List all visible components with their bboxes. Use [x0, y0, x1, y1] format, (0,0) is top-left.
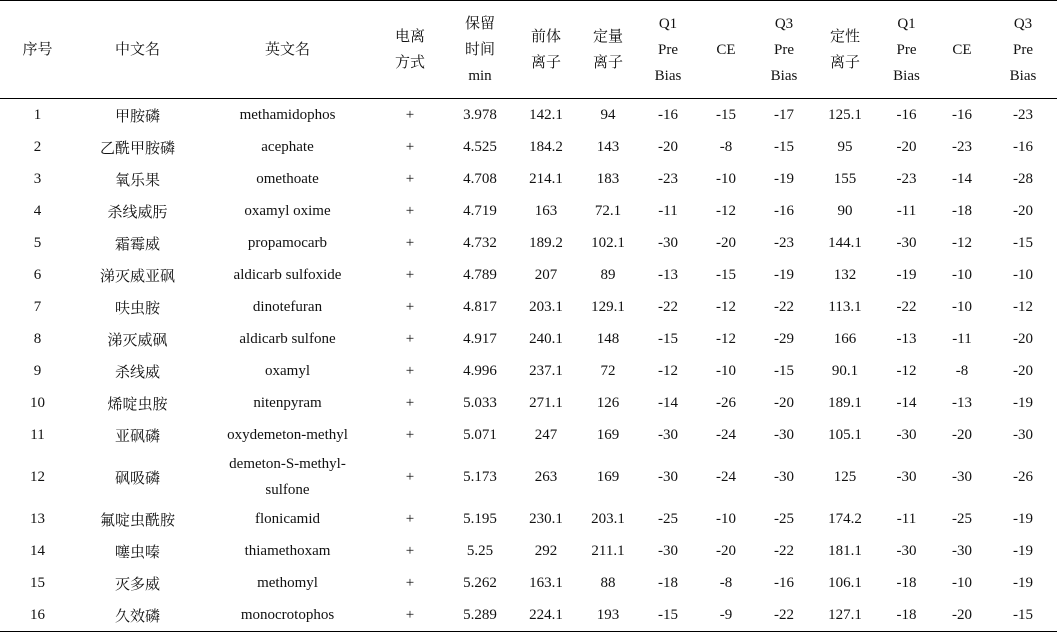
col-chinese-name-cell: 甲胺磷 — [114, 108, 160, 125]
col-english-name-cell: dinotefuran — [252, 298, 323, 315]
col-qual-ion-header — [813, 1, 877, 99]
col-quant-ion-cell: 143 — [596, 138, 620, 155]
col-quant-q1-pre-bias-cell: -12 — [658, 362, 678, 379]
col-qual-q1-pre-bias-cell: -19 — [896, 266, 917, 283]
col-qual-ion-cell: 132 — [833, 266, 857, 283]
col-qual-ce-cell: -23 — [952, 138, 972, 155]
col-qual-ion-cell: 155 — [833, 170, 857, 187]
col-qual-q1-pre-bias-cell: -30 — [896, 426, 917, 443]
col-english-name-cell: flonicamid — [255, 510, 320, 527]
col-quant-ion-cell: 72.1 — [594, 202, 622, 219]
col-qual-q3-pre-bias-cell: -12 — [1013, 298, 1033, 315]
col-quant-q1-pre-bias-cell: -23 — [658, 170, 678, 187]
col-quant-ion-cell: 129.1 — [591, 298, 625, 315]
col-index-cell: 3 — [33, 170, 42, 187]
col-chinese-name-cell: 杀线威肟 — [107, 204, 168, 221]
col-index-cell: 10 — [30, 394, 45, 411]
col-qual-q1-pre-bias-cell: -11 — [896, 510, 917, 527]
col-quant-q3-pre-bias-cell: -17 — [774, 106, 794, 123]
col-qual-q1-pre-bias-cell: -20 — [896, 138, 917, 155]
col-quant-ion-cell: 183 — [596, 170, 620, 187]
col-qual-q3-pre-bias-cell: -20 — [1013, 330, 1033, 347]
col-index-cell: 15 — [30, 574, 45, 591]
col-english-name-cell: monocrotophos — [200, 599, 375, 632]
col-qual-ce-header — [936, 1, 988, 99]
col-retention-time-cell: 4.525 — [463, 138, 497, 155]
col-quant-q1-pre-bias-cell: -30 — [658, 468, 678, 485]
col-ionization-mode-cell: + — [375, 599, 445, 632]
col-precursor-ion-cell: 163 — [534, 202, 558, 219]
table-row — [0, 419, 1057, 451]
table-row — [0, 291, 1057, 323]
col-qual-ce-cell: -13 — [952, 394, 972, 411]
col-chinese-name-cell: 杀线威 — [114, 364, 160, 381]
col-ionization-mode-cell: + — [405, 574, 415, 591]
col-quant-ce-cell: -10 — [716, 510, 736, 527]
col-ionization-mode-cell: + — [405, 266, 415, 283]
col-qual-q1-pre-bias-cell: -13 — [896, 330, 917, 347]
col-chinese-name-cell: 久效磷 — [75, 599, 200, 632]
col-qual-q1-pre-bias-cell: -14 — [896, 394, 917, 411]
header-line: 前体 — [530, 28, 561, 45]
col-retention-time-cell: 4.817 — [463, 298, 497, 315]
col-ionization-mode-cell: + — [405, 298, 415, 315]
col-qual-q3-pre-bias-cell: -30 — [1013, 426, 1033, 443]
header-line: Pre — [658, 41, 678, 58]
col-qual-ion-cell: 174.2 — [828, 510, 862, 527]
header-line: 英文名 — [264, 41, 310, 58]
col-qual-q1-pre-bias-cell: -23 — [896, 170, 917, 187]
col-qual-q1-pre-bias-cell: -30 — [896, 468, 917, 485]
col-qual-q3-pre-bias-cell: -28 — [1013, 170, 1033, 187]
col-quant-q1-pre-bias-cell: -22 — [658, 298, 678, 315]
table-row — [0, 599, 1057, 632]
col-qual-q3-pre-bias-cell: -20 — [1013, 362, 1033, 379]
col-index-cell: 7 — [33, 298, 42, 315]
col-ionization-mode-cell: + — [405, 362, 415, 379]
col-qual-ce-cell: -11 — [952, 330, 972, 347]
col-qual-ce-cell: -25 — [952, 510, 972, 527]
col-retention-time-cell: 4.917 — [463, 330, 497, 347]
col-quant-q3-pre-bias-cell: -16 — [774, 574, 794, 591]
col-english-name-cell: oxydemeton-methyl — [227, 426, 348, 443]
col-precursor-ion-cell: 263 — [534, 468, 558, 485]
col-retention-time-cell: 5.289 — [445, 599, 515, 632]
col-retention-time-cell: 4.996 — [463, 362, 497, 379]
header-line: Q1 — [897, 15, 916, 32]
col-qual-q3-pre-bias-cell: -15 — [1013, 234, 1033, 251]
table-row — [0, 323, 1057, 355]
col-retention-time-cell: 3.978 — [463, 106, 497, 123]
col-qual-ion-cell: 105.1 — [828, 426, 862, 443]
col-precursor-ion-header — [515, 1, 577, 99]
col-qual-ce-cell: -20 — [936, 599, 988, 632]
col-quant-ce-cell: -24 — [716, 468, 736, 485]
header-line: 定量 — [592, 28, 623, 45]
col-precursor-ion-cell: 189.2 — [529, 234, 563, 251]
header-line: Bias — [893, 67, 920, 84]
table-row — [0, 131, 1057, 163]
col-quant-ce-cell: -12 — [716, 202, 736, 219]
header-line: 保留 — [464, 15, 495, 32]
col-chinese-name-cell: 氧乐果 — [114, 172, 160, 189]
col-qual-ion-cell: 95 — [837, 138, 853, 155]
col-quant-ion-cell: 203.1 — [591, 510, 625, 527]
col-qual-q1-pre-bias-cell: -18 — [877, 599, 936, 632]
col-english-name-cell: aldicarb sulfone — [239, 330, 336, 347]
header-line: 离子 — [592, 54, 623, 71]
col-qual-ion-cell: 90 — [837, 202, 853, 219]
col-quant-q1-pre-bias-cell: -16 — [658, 106, 678, 123]
col-english-name-cell: oxamyl — [265, 362, 310, 379]
col-index-cell: 1 — [33, 106, 42, 123]
col-qual-ce-cell: -10 — [952, 266, 972, 283]
col-quant-ce-cell: -20 — [716, 234, 736, 251]
header-line: min — [468, 67, 492, 84]
col-qual-ce-cell: -8 — [955, 362, 969, 379]
col-english-name-cell: demeton-S-methyl- sulfone — [229, 456, 346, 498]
col-qual-q3-pre-bias-cell: -10 — [1013, 266, 1033, 283]
col-qual-ce-cell: -18 — [952, 202, 972, 219]
col-retention-time-cell: 5.195 — [463, 510, 497, 527]
col-quant-q3-pre-bias-cell: -30 — [774, 468, 794, 485]
header-row — [0, 1, 1057, 99]
col-quant-ion-cell: 102.1 — [591, 234, 625, 251]
col-qual-q3-pre-bias-cell: -15 — [988, 599, 1057, 632]
table-row — [0, 451, 1057, 503]
header-line: Pre — [774, 41, 794, 58]
col-chinese-name-cell: 灭多威 — [114, 576, 160, 593]
col-index-cell: 11 — [30, 426, 45, 443]
col-quant-q3-pre-bias-cell: -22 — [755, 599, 813, 632]
col-quant-ce-cell: -24 — [716, 426, 736, 443]
col-qual-q1-pre-bias-cell: -22 — [896, 298, 917, 315]
col-quant-q3-pre-bias-cell: -19 — [774, 266, 794, 283]
col-chinese-name-cell: 乙酰甲胺磷 — [99, 140, 175, 157]
table-row — [0, 355, 1057, 387]
col-qual-q3-pre-bias-cell: -19 — [1013, 574, 1033, 591]
header-line: Pre — [1013, 41, 1033, 58]
col-chinese-name-cell: 噻虫嗪 — [114, 544, 160, 561]
col-quant-q1-pre-bias-header — [639, 1, 697, 99]
col-quant-ce-cell: -12 — [716, 330, 736, 347]
col-precursor-ion-cell: 207 — [534, 266, 558, 283]
col-quant-q3-pre-bias-cell: -15 — [774, 138, 794, 155]
col-quant-ce-cell: -20 — [716, 542, 736, 559]
col-precursor-ion-cell: 237.1 — [529, 362, 563, 379]
header-line: 方式 — [394, 54, 425, 71]
col-index-cell: 6 — [33, 266, 42, 283]
col-qual-ion-cell: 189.1 — [828, 394, 862, 411]
col-index-cell: 8 — [33, 330, 42, 347]
col-retention-time-cell: 5.25 — [466, 542, 494, 559]
col-qual-ion-cell: 106.1 — [828, 574, 862, 591]
col-precursor-ion-cell: 271.1 — [529, 394, 563, 411]
col-quant-q3-pre-bias-cell: -29 — [774, 330, 794, 347]
col-ionization-mode-cell: + — [405, 426, 415, 443]
col-ionization-mode-cell: + — [405, 202, 415, 219]
col-index-cell: 9 — [33, 362, 42, 379]
header-line: 时间 — [464, 41, 495, 58]
col-qual-q3-pre-bias-cell: -23 — [1013, 106, 1033, 123]
col-qual-ion-cell: 125.1 — [828, 106, 862, 123]
col-qual-ce-cell: -12 — [952, 234, 972, 251]
col-retention-time-cell: 4.719 — [463, 202, 497, 219]
col-retention-time-cell: 5.262 — [463, 574, 497, 591]
col-english-name-cell: aldicarb sulfoxide — [233, 266, 342, 283]
col-english-name-cell: methamidophos — [239, 106, 336, 123]
header-line: CE — [716, 41, 736, 58]
col-qual-q1-pre-bias-cell: -30 — [896, 542, 917, 559]
col-quant-q1-pre-bias-cell: -15 — [658, 330, 678, 347]
col-chinese-name-cell: 亚砜磷 — [114, 428, 160, 445]
col-chinese-name-cell: 烯啶虫胺 — [107, 396, 168, 413]
col-qual-q1-pre-bias-cell: -12 — [896, 362, 917, 379]
col-quant-q3-pre-bias-cell: -15 — [774, 362, 794, 379]
col-qual-q1-pre-bias-cell: -30 — [896, 234, 917, 251]
col-precursor-ion-cell: 230.1 — [529, 510, 563, 527]
col-retention-time-cell: 5.173 — [463, 468, 497, 485]
col-english-name-cell: acephate — [261, 138, 314, 155]
col-qual-q1-pre-bias-cell: -16 — [896, 106, 917, 123]
col-ionization-mode-cell: + — [405, 330, 415, 347]
col-english-name-cell: thiamethoxam — [244, 542, 331, 559]
col-quant-q3-pre-bias-cell: -22 — [774, 542, 794, 559]
col-index-cell: 4 — [33, 202, 42, 219]
col-quant-q1-pre-bias-cell: -30 — [658, 234, 678, 251]
col-quant-q3-pre-bias-cell: -20 — [774, 394, 794, 411]
col-precursor-ion-cell: 142.1 — [529, 106, 563, 123]
col-quant-ion-cell: 88 — [600, 574, 616, 591]
col-qual-ce-cell: -10 — [952, 574, 972, 591]
col-qual-ce-cell: -10 — [952, 298, 972, 315]
col-ionization-mode-cell: + — [405, 106, 415, 123]
col-ionization-mode-cell: + — [405, 234, 415, 251]
col-qual-q1-pre-bias-cell: -11 — [896, 202, 917, 219]
header-line: 离子 — [829, 54, 860, 71]
table-row — [0, 535, 1057, 567]
col-index-cell: 16 — [0, 599, 75, 632]
col-chinese-name-header — [75, 1, 200, 99]
col-precursor-ion-cell: 163.1 — [529, 574, 563, 591]
table-row — [0, 99, 1057, 132]
col-quant-q3-pre-bias-header — [755, 1, 813, 99]
col-english-name-cell: nitenpyram — [253, 394, 322, 411]
col-quant-q1-pre-bias-cell: -25 — [658, 510, 678, 527]
col-qual-ion-cell: 166 — [833, 330, 857, 347]
col-quant-q1-pre-bias-cell: -13 — [658, 266, 678, 283]
header-line: 中文名 — [114, 41, 160, 58]
col-qual-ce-cell: -16 — [952, 106, 972, 123]
col-retention-time-cell: 5.033 — [463, 394, 497, 411]
col-quant-ion-cell: 211.1 — [591, 542, 625, 559]
col-qual-ion-cell: 125 — [833, 468, 857, 485]
col-quant-ion-header — [577, 1, 639, 99]
col-retention-time-cell: 4.732 — [463, 234, 497, 251]
col-ionization-mode-cell: + — [405, 468, 415, 485]
col-index-cell: 12 — [30, 468, 45, 485]
col-ionization-mode-cell: + — [405, 542, 415, 559]
col-quant-ion-cell: 169 — [596, 468, 620, 485]
col-quant-ion-cell: 169 — [596, 426, 620, 443]
col-qual-ce-cell: -30 — [952, 542, 972, 559]
table-row — [0, 259, 1057, 291]
col-quant-q3-pre-bias-cell: -30 — [774, 426, 794, 443]
col-quant-q3-pre-bias-cell: -23 — [774, 234, 794, 251]
col-quant-q1-pre-bias-cell: -14 — [658, 394, 678, 411]
col-qual-ion-cell: 127.1 — [813, 599, 877, 632]
col-qual-ion-cell: 144.1 — [828, 234, 862, 251]
col-quant-q1-pre-bias-cell: -30 — [658, 426, 678, 443]
col-retention-time-cell: 4.708 — [463, 170, 497, 187]
col-quant-ce-cell: -10 — [716, 362, 736, 379]
col-qual-ce-cell: -30 — [952, 468, 972, 485]
col-ionization-mode-cell: + — [405, 394, 415, 411]
header-line: CE — [952, 41, 972, 58]
col-index-cell: 14 — [30, 542, 45, 559]
col-qual-ce-cell: -20 — [952, 426, 972, 443]
table-header — [0, 1, 1057, 99]
header-line: 定性 — [829, 28, 860, 45]
table-row — [0, 227, 1057, 259]
header-line: Q3 — [1013, 15, 1033, 32]
table-row — [0, 387, 1057, 419]
col-quant-q1-pre-bias-cell: -30 — [658, 542, 678, 559]
col-chinese-name-cell: 涕灭威砜 — [107, 332, 168, 349]
col-quant-ion-cell: 94 — [600, 106, 616, 123]
col-ionization-mode-cell: + — [405, 138, 415, 155]
col-ionization-mode-header — [375, 1, 445, 99]
table-row — [0, 163, 1057, 195]
col-quant-ion-cell: 193 — [577, 599, 639, 632]
col-qual-q1-pre-bias-cell: -18 — [896, 574, 917, 591]
col-quant-q1-pre-bias-cell: -18 — [658, 574, 678, 591]
col-quant-ce-cell: -8 — [719, 574, 733, 591]
col-quant-q3-pre-bias-cell: -16 — [774, 202, 794, 219]
col-quant-ce-cell: -15 — [716, 106, 736, 123]
table-row — [0, 195, 1057, 227]
col-english-name-cell: propamocarb — [247, 234, 328, 251]
col-qual-ion-cell: 181.1 — [828, 542, 862, 559]
header-line: Q3 — [774, 15, 794, 32]
col-ionization-mode-cell: + — [405, 170, 415, 187]
col-precursor-ion-cell: 292 — [534, 542, 558, 559]
col-quant-ce-header — [697, 1, 755, 99]
col-quant-q1-pre-bias-cell: -20 — [658, 138, 678, 155]
col-qual-ion-cell: 90.1 — [831, 362, 859, 379]
table-body — [0, 99, 1057, 632]
col-chinese-name-cell: 霜霉威 — [114, 236, 160, 253]
col-precursor-ion-cell: 214.1 — [529, 170, 563, 187]
header-line: Bias — [770, 67, 798, 84]
col-quant-ce-cell: -12 — [716, 298, 736, 315]
col-quant-ion-cell: 89 — [600, 266, 616, 283]
col-quant-q1-pre-bias-cell: -15 — [639, 599, 697, 632]
col-quant-ce-cell: -8 — [719, 138, 733, 155]
col-index-cell: 2 — [33, 138, 42, 155]
header-line: Pre — [896, 41, 917, 58]
col-quant-q3-pre-bias-cell: -25 — [774, 510, 794, 527]
col-qual-q1-pre-bias-header — [877, 1, 936, 99]
col-qual-ion-cell: 113.1 — [828, 298, 862, 315]
col-quant-ion-cell: 148 — [596, 330, 620, 347]
col-retention-time-header — [445, 1, 515, 99]
col-quant-q3-pre-bias-cell: -22 — [774, 298, 794, 315]
col-qual-q3-pre-bias-cell: -19 — [1013, 510, 1033, 527]
col-qual-q3-pre-bias-cell: -20 — [1013, 202, 1033, 219]
col-chinese-name-cell: 呋虫胺 — [114, 300, 160, 317]
col-precursor-ion-cell: 240.1 — [529, 330, 563, 347]
col-index-cell: 5 — [33, 234, 42, 251]
col-retention-time-cell: 5.071 — [463, 426, 497, 443]
col-ionization-mode-cell: + — [405, 510, 415, 527]
col-retention-time-cell: 4.789 — [463, 266, 497, 283]
col-quant-q3-pre-bias-cell: -19 — [774, 170, 794, 187]
header-line: Q1 — [658, 15, 678, 32]
col-index-header — [0, 1, 75, 99]
col-chinese-name-cell: 砜吸磷 — [114, 470, 160, 487]
col-english-name-header — [200, 1, 375, 99]
col-qual-q3-pre-bias-cell: -19 — [1013, 542, 1033, 559]
col-precursor-ion-cell: 224.1 — [515, 599, 577, 632]
col-index-cell: 13 — [30, 510, 45, 527]
col-english-name-cell: omethoate — [256, 170, 319, 187]
col-precursor-ion-cell: 203.1 — [529, 298, 563, 315]
col-english-name-cell: methomyl — [257, 574, 318, 591]
header-line: Bias — [1009, 67, 1037, 84]
col-quant-ion-cell: 126 — [596, 394, 620, 411]
table-row — [0, 503, 1057, 535]
header-line: 离子 — [530, 54, 561, 71]
col-qual-q3-pre-bias-cell: -16 — [1013, 138, 1033, 155]
col-quant-q1-pre-bias-cell: -11 — [658, 202, 678, 219]
col-qual-q3-pre-bias-header — [988, 1, 1057, 99]
col-quant-ce-cell: -15 — [716, 266, 736, 283]
col-quant-ion-cell: 72 — [600, 362, 616, 379]
col-qual-ce-cell: -14 — [952, 170, 972, 187]
col-english-name-cell: oxamyl oxime — [244, 202, 331, 219]
header-line: 电离 — [394, 28, 425, 45]
col-qual-q3-pre-bias-cell: -26 — [1013, 468, 1033, 485]
col-quant-ce-cell: -10 — [716, 170, 736, 187]
col-quant-ce-cell: -9 — [697, 599, 755, 632]
header-line: 序号 — [22, 41, 53, 58]
header-line: Bias — [654, 67, 682, 84]
col-chinese-name-cell: 涕灭威亚砜 — [99, 268, 175, 285]
col-precursor-ion-cell: 184.2 — [529, 138, 563, 155]
col-chinese-name-cell: 氟啶虫酰胺 — [99, 512, 175, 529]
col-precursor-ion-cell: 247 — [534, 426, 558, 443]
table-row — [0, 567, 1057, 599]
col-quant-ce-cell: -26 — [716, 394, 736, 411]
col-qual-q3-pre-bias-cell: -19 — [1013, 394, 1033, 411]
